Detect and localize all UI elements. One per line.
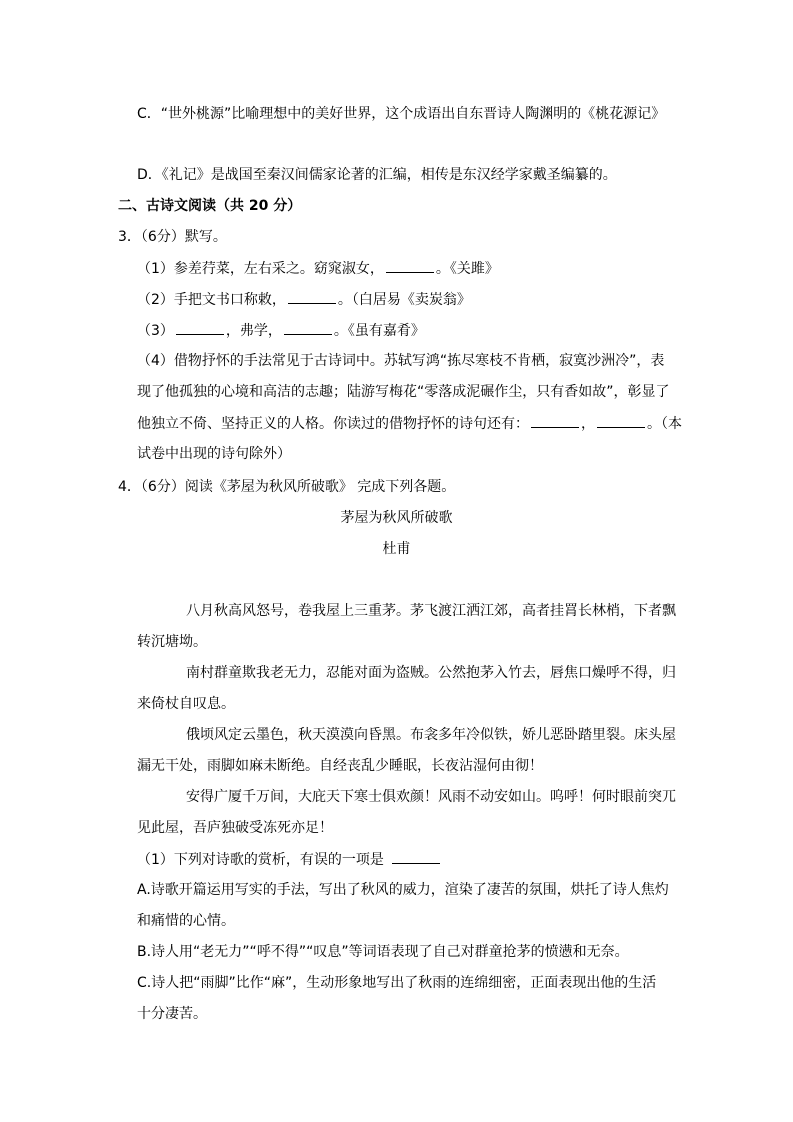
- q3-item-4-line4: 试卷中出现的诗句除外）: [137, 446, 291, 462]
- poem-stanza-1-line2: 转沉塘坳。: [137, 634, 207, 650]
- q3-item-3-prefix: （3）: [137, 323, 174, 339]
- q3-stem: 3．（6分）默写。: [118, 229, 227, 245]
- answer-blank: [392, 849, 440, 864]
- poem-author: 杜甫: [382, 541, 411, 557]
- poem-stanza-1-line1: 八月秋高风怒号，卷我屋上三重茅。茅飞渡江洒江郊，高者挂罥长林梢，下者飘: [186, 603, 676, 619]
- option-c-line1: C.诗人把“雨脚”比作“麻”，生动形象地写出了秋雨的连绵细密，正面表现出他的生活: [137, 975, 657, 991]
- poem-stanza-3-line2: 漏无干处，雨脚如麻未断绝。自经丧乱少睡眠，长夜沾湿何由彻！: [137, 758, 543, 774]
- q3-item-3-source: 。《虽有嘉肴》: [333, 323, 425, 339]
- q3-item-4-line3: [137, 413, 682, 434]
- answer-blank: [288, 289, 336, 304]
- q3-item-2: [137, 289, 471, 310]
- q3-item-2-text: （2）手把文书口称敕，: [137, 292, 286, 308]
- q4-stem: 4．（6分）阅读《茅屋为秋风所破歌》 完成下列各题。: [118, 479, 456, 495]
- q4-sub1: [137, 849, 442, 870]
- section-title: 二、古诗文阅读（共 20 分）: [118, 198, 302, 214]
- q3-item-4-line1: （4）借物抒怀的手法常见于古诗词中。苏轼写鸿“拣尽寒枝不肯栖，寂寞沙洲冷”，表: [137, 353, 665, 369]
- option-a-line2: 和痛惜的心情。: [137, 913, 235, 929]
- q3-item-1-text: （1）参差荇菜，左右采之。窈窕淑女，: [137, 261, 384, 277]
- answer-blank: [176, 320, 224, 335]
- answer-blank: [531, 413, 579, 428]
- q3-item-4-comma: ，: [581, 416, 595, 432]
- answer-blank: [284, 320, 332, 335]
- poem-stanza-4-line2: 见此屋，吾庐独破受冻死亦足！: [137, 820, 333, 836]
- answer-blank: [386, 258, 434, 273]
- q3-item-4-line3-text: 他独立不倚、坚持正义的人格。你读过的借物抒怀的诗句还有：: [137, 416, 529, 432]
- option-a-line1: A.诗歌开篇运用写实的手法，写出了秋风的威力，渲染了凄苦的氛围，烘托了诗人焦灼: [137, 882, 669, 898]
- option-b: B.诗人用“老无力”“呼不得”“叹息”等词语表现了自己对群童抢茅的愤懑和无奈。: [137, 944, 629, 960]
- q3-item-4-line3-end: 。（本: [647, 416, 682, 432]
- q3-item-2-source: 。（白居易《卖炭翁》: [337, 292, 471, 308]
- option-d-text: D．《礼记》是战国至秦汉间儒家论著的汇编，相传是东汉经学家戴圣编纂的。: [137, 167, 617, 183]
- option-c-line2: 十分凄苦。: [137, 1006, 207, 1022]
- q3-item-3: [137, 320, 425, 341]
- poem-stanza-2-line2: 来倚杖自叹息。: [137, 696, 235, 712]
- poem-stanza-3-line1: 俄顷风定云墨色，秋天漠漠向昏黑。布衾多年冷似铁，娇儿恶卧踏里裂。床头屋: [186, 727, 676, 743]
- poem-stanza-2-line1: 南村群童欺我老无力，忍能对面为盗贼。公然抱茅入竹去，唇焦口燥呼不得，归: [186, 665, 676, 681]
- answer-blank: [597, 413, 645, 428]
- poem-stanza-4-line1: 安得广厦千万间，大庇天下寒士俱欢颜！风雨不动安如山。呜呼！何时眼前突兀: [186, 789, 676, 805]
- q3-item-1-source: 。《关雎》: [435, 261, 499, 277]
- q3-item-1: [137, 258, 499, 279]
- option-c-text: C．“世外桃源”比喻理想中的美好世界，这个成语出自东晋诗人陶渊明的《桃花源记》: [137, 106, 666, 122]
- q4-sub1-text: （1）下列对诗歌的赏析，有误的一项是: [137, 852, 384, 868]
- poem-title: 茅屋为秋风所破歌: [340, 510, 453, 526]
- q3-item-3-mid: ，弗学，: [225, 323, 282, 339]
- q3-item-4-line2: 现了他孤独的心境和高洁的志趣；陆游写梅花“零落成泥碾作尘，只有香如故”，彰显了: [137, 384, 670, 400]
